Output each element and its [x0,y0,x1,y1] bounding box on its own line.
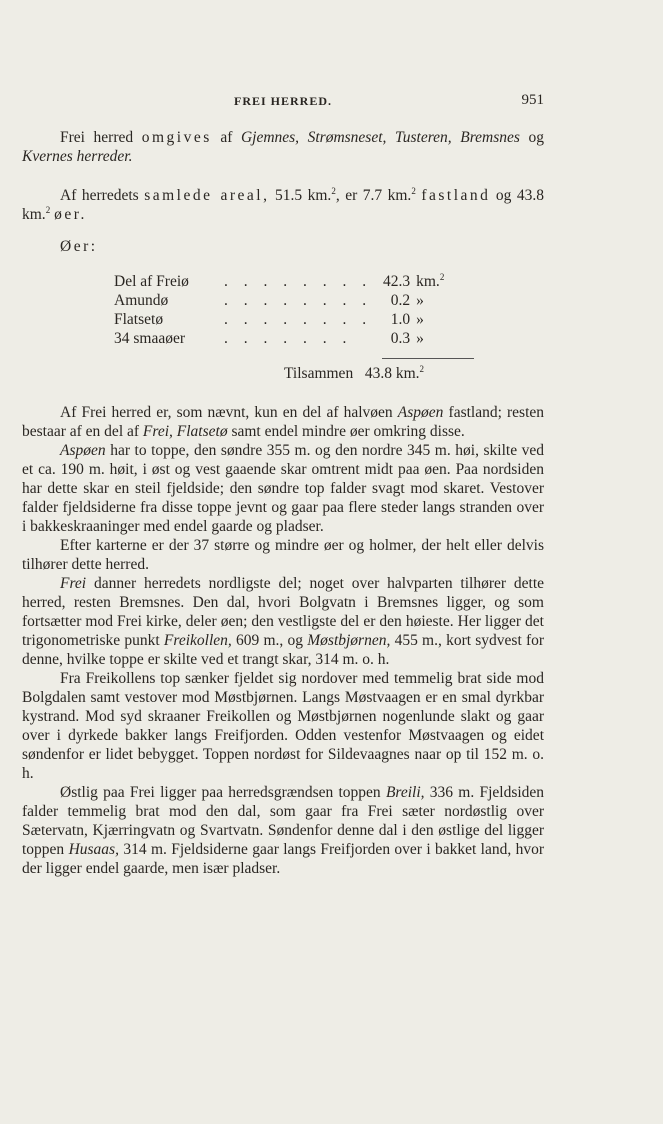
island-name: Amundø [114,292,169,309]
island-area: 1.0 [390,311,411,328]
total-row: Tilsammen 43.8 km.$^2$ [284,363,425,382]
island-area: 0.2 [390,292,411,309]
paragraph-borders: Frei herred omgives af Gjemnes, Strømsneset, Tusteren, Bremsnes og Kvernes herreder. [22,129,545,165]
table-row [114,291,456,310]
leader-dots: . . . . . . . . [224,273,373,290]
paragraph-aspoen-intro: Af Frei herred er, som nævnt, kun en del af halvøen Aspøen fastland; resten bestaar af en del af Frei, Flatsetø samt endel mindre øer omkring disse. [22,404,545,440]
paragraph-aspoen: Aspøen har to toppe, den søndre 355 m. og den nordre 345 m. høi, skilte ved et ca. 190 m. høit, i øst og vest gaaende skar omtrent midt paa øen. Paa nordsiden har dette skar en steil fjeldside; den søndre top falder svagt mod skaret. Vestover falder fjeldsiderne fra disse toppe jevnt og gaar paa flere steder langs stranden over i bakkeskraaninger med endel gaarde og pladser. [22,442,544,535]
page-body [22,128,544,878]
islands-table [114,272,456,348]
islands-label: Øer: [60,238,98,255]
header-title: FREI HERRED. [233,94,332,108]
island-area: 42.3 [383,273,411,290]
paragraph-area: Af herredets samlede areal, 51.5 km.$^2$, er 7.7 km.$^2$ fastland og 43.8 km.$^2$ øer. [22,185,545,223]
paragraph-freikollen: Fra Freikollens top sænker fjeldet sig nordover med temmelig brat side mod Bolgdalen samt vestover mod Møstbjørnen. Langs Møstvaagen er en smal dyrkbar kystrand. Mod syd skraaner Freikollen og Møstbjørnen nogenlunde slakt og gaar over i dyrkede bakker langs Freifjorden. Odden vestenfor Møstvaagen og eidet søndenfor er lidet bebygget. Toppen nordøst for Sildevaagnes naar op til 152 m. o. h. [22,670,544,782]
paragraph-breili: Østlig paa Frei ligger paa herredsgrændsen toppen Breili, 336 m. Fjeldsiden falder temmelig brat mod den dal, som gaar fra Frei sæter nordøstlig over Sætervatn, Kjærringvatn og Svartvatn. Søndenfor denne dal i den østlige del ligger toppen Husaas, 314 m. Fjeldsiderne gaar langs Freifjorden over i bakket land, hvor der ligger endel gaarde, men især pladser. [22,784,545,877]
island-area: 0.3 [390,330,411,347]
island-unit: km.$^2$ [416,271,445,290]
sum-rule [382,358,474,359]
island-unit: » [416,330,424,347]
table-row [114,272,456,291]
island-unit: » [416,292,424,309]
page-number: 951 [521,92,544,108]
island-name: Del af Freiø [114,273,189,290]
island-unit: » [416,311,424,328]
leader-dots: . . . . . . . . [224,292,373,309]
table-row [114,310,456,329]
leader-dots: . . . . . . . . [224,311,373,328]
table-row [114,329,456,348]
island-name: 34 smaaøer [114,330,186,347]
running-header [22,94,544,114]
paragraph-islands-count: Efter karterne er der 37 større og mindre øer og holmer, der helt eller delvis tilhører dette herred. [22,537,544,573]
leader-dots: . . . . . . . [224,330,353,347]
island-name: Flatsetø [114,311,164,328]
paragraph-frei: Frei danner herredets nordligste del; noget over halvparten tilhører dette herred, resten Bremsnes. Den dal, hvori Bolgvatn i Bremsnes ligger, og som fortsætter mod Frei kirke, deler øen; den vestligste del er den høieste. Her ligger det trigonometriske punkt Freikollen, 609 m., og Møstbjørnen, 455 m., kort sydvest for denne, hvilke toppe er skilte ved et trangt skar, 314 m. o. h. [22,575,545,668]
